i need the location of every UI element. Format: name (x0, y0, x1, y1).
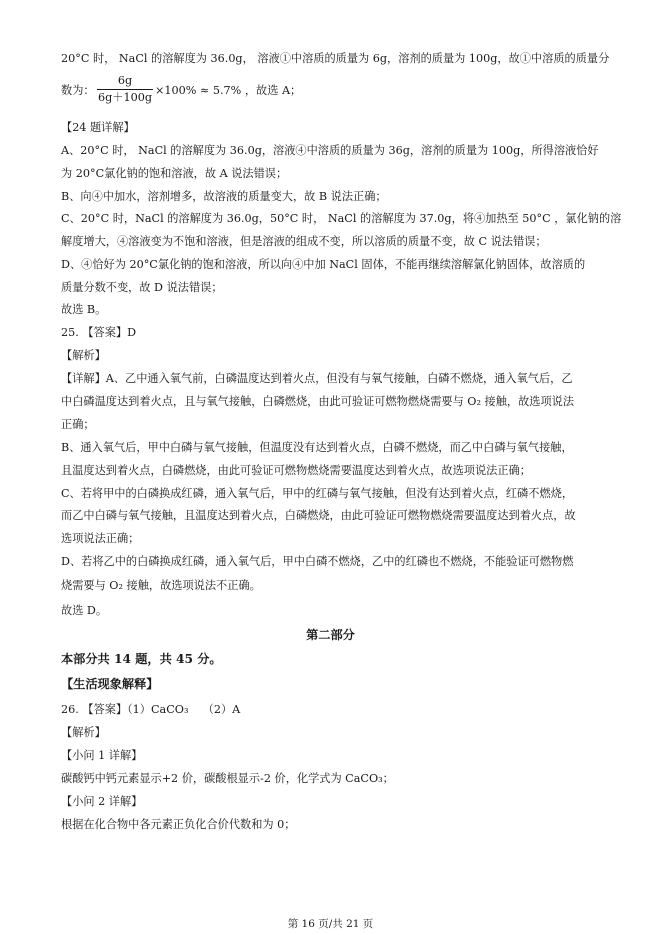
text-line: 故选 D。 (61, 604, 108, 617)
text-line: 中白磷温度达到着火点，且与氧气接触，白磷燃烧，由此可验证可燃物燃烧需要与 O₂ 接触，故选项说法 (61, 395, 575, 408)
text-line: 【详解】A、乙中通入氧气前，白磷温度达到着火点，但没有与氧气接触，白磷不燃烧，通入氧气后，乙 (61, 372, 573, 385)
fraction (97, 74, 153, 105)
fraction-numerator: 6g (117, 74, 133, 87)
text-line: 26. 【答案】（1）CaCO₃ （2）A (61, 703, 241, 716)
text-line: 碳酸钙中钙元素显示+2 价，碳酸根显示-2 价，化学式为 CaCO₃； (61, 772, 394, 785)
text-line: B、通入氧气后，甲中白磷与氧气接触，但温度没有达到着火点，白磷不燃烧，而乙中白磷与氧气接触， (61, 441, 573, 454)
fraction-bar (97, 89, 153, 90)
text-line: A、20°C 时， NaCl 的溶解度为 36.0g，溶液④中溶质的质量为 36g，溶剂的质量为 100g，所得溶液恰好 (61, 144, 599, 157)
fraction-lead: 数为： (61, 84, 95, 97)
text-line: 质量分数不变，故 D 说法错误； (61, 281, 223, 294)
section-title: 第二部分 (306, 628, 355, 642)
section-note: 本部分共 14 题，共 45 分。 (61, 652, 222, 666)
text-line: 正确； (61, 418, 95, 431)
text-line: B、向④中加水，溶剂增多，故溶液的质量变大，故 B 说法正确； (61, 190, 387, 203)
text-line: 烧需要与 O₂ 接触，故选项说法不正确。 (61, 579, 261, 592)
text-line: D、若将乙中的白磷换成红磷，通入氧气后，甲中白磷不燃烧，乙中的红磷也不燃烧，不能验证可燃物燃 (61, 555, 574, 568)
text-line: 根据在化合物中各元素正负化合价代数和为 0； (61, 818, 296, 831)
text-line: 25. 【答案】D (61, 326, 137, 339)
fraction-tail: ×100% ≈ 5.7% ，故选 A； (155, 84, 302, 97)
section-heading: 【生活现象解释】 (61, 677, 159, 691)
text-line: C、20°C 时，NaCl 的溶解度为 36.0g，50°C 时， NaCl 的溶解度为 37.0g，将④加热至 50°C ，氯化钠的溶 (61, 212, 622, 225)
text-line: 且温度达到着火点，白磷燃烧，由此可验证可燃物燃烧需要温度达到着火点，故选项说法正确； (61, 464, 531, 477)
page-footer: 第 16 页/共 21 页 (287, 918, 374, 930)
text-line: C、若将甲中的白磷换成红磷，通入氧气后，甲中的红磷与氧气接触，但没有达到着火点，红磷不燃烧， (61, 487, 574, 500)
text-line: 为 20°C氯化钠的饱和溶液，故 A 说法错误； (61, 167, 288, 180)
text-line: 解度增大，④溶液变为不饱和溶液，但是溶液的组成不变，所以溶质的质量不变，故 C 说法错误； (61, 235, 547, 248)
text-line: 【解析】 (61, 726, 106, 739)
text-line: 而乙中白磷与氧气接触，且温度达到着火点，白磷燃烧，由此可验证可燃物燃烧需要温度达到着火点，故 (61, 509, 576, 522)
text-line: 【小问 1 详解】 (61, 749, 143, 762)
text-line: 【小问 2 详解】 (61, 795, 143, 808)
text-line: 20°C 时， NaCl 的溶解度为 36.0g， 溶液①中溶质的质量为 6g，溶剂的质量为 100g，故①中溶质的质量分 (61, 52, 610, 65)
text-line: 选项说法正确； (61, 532, 140, 545)
text-line: 故选 B。 (61, 303, 107, 316)
text-line: 【24 题详解】 (61, 121, 135, 134)
fraction-denominator: 6g＋100g (98, 91, 152, 104)
text-line: D、④恰好为 20°C氯化钠的饱和溶液，所以向④中加 NaCl 固体，不能再继续溶解氯化钠固体，故溶质的 (61, 258, 586, 271)
text-line: 【解析】 (61, 349, 106, 362)
